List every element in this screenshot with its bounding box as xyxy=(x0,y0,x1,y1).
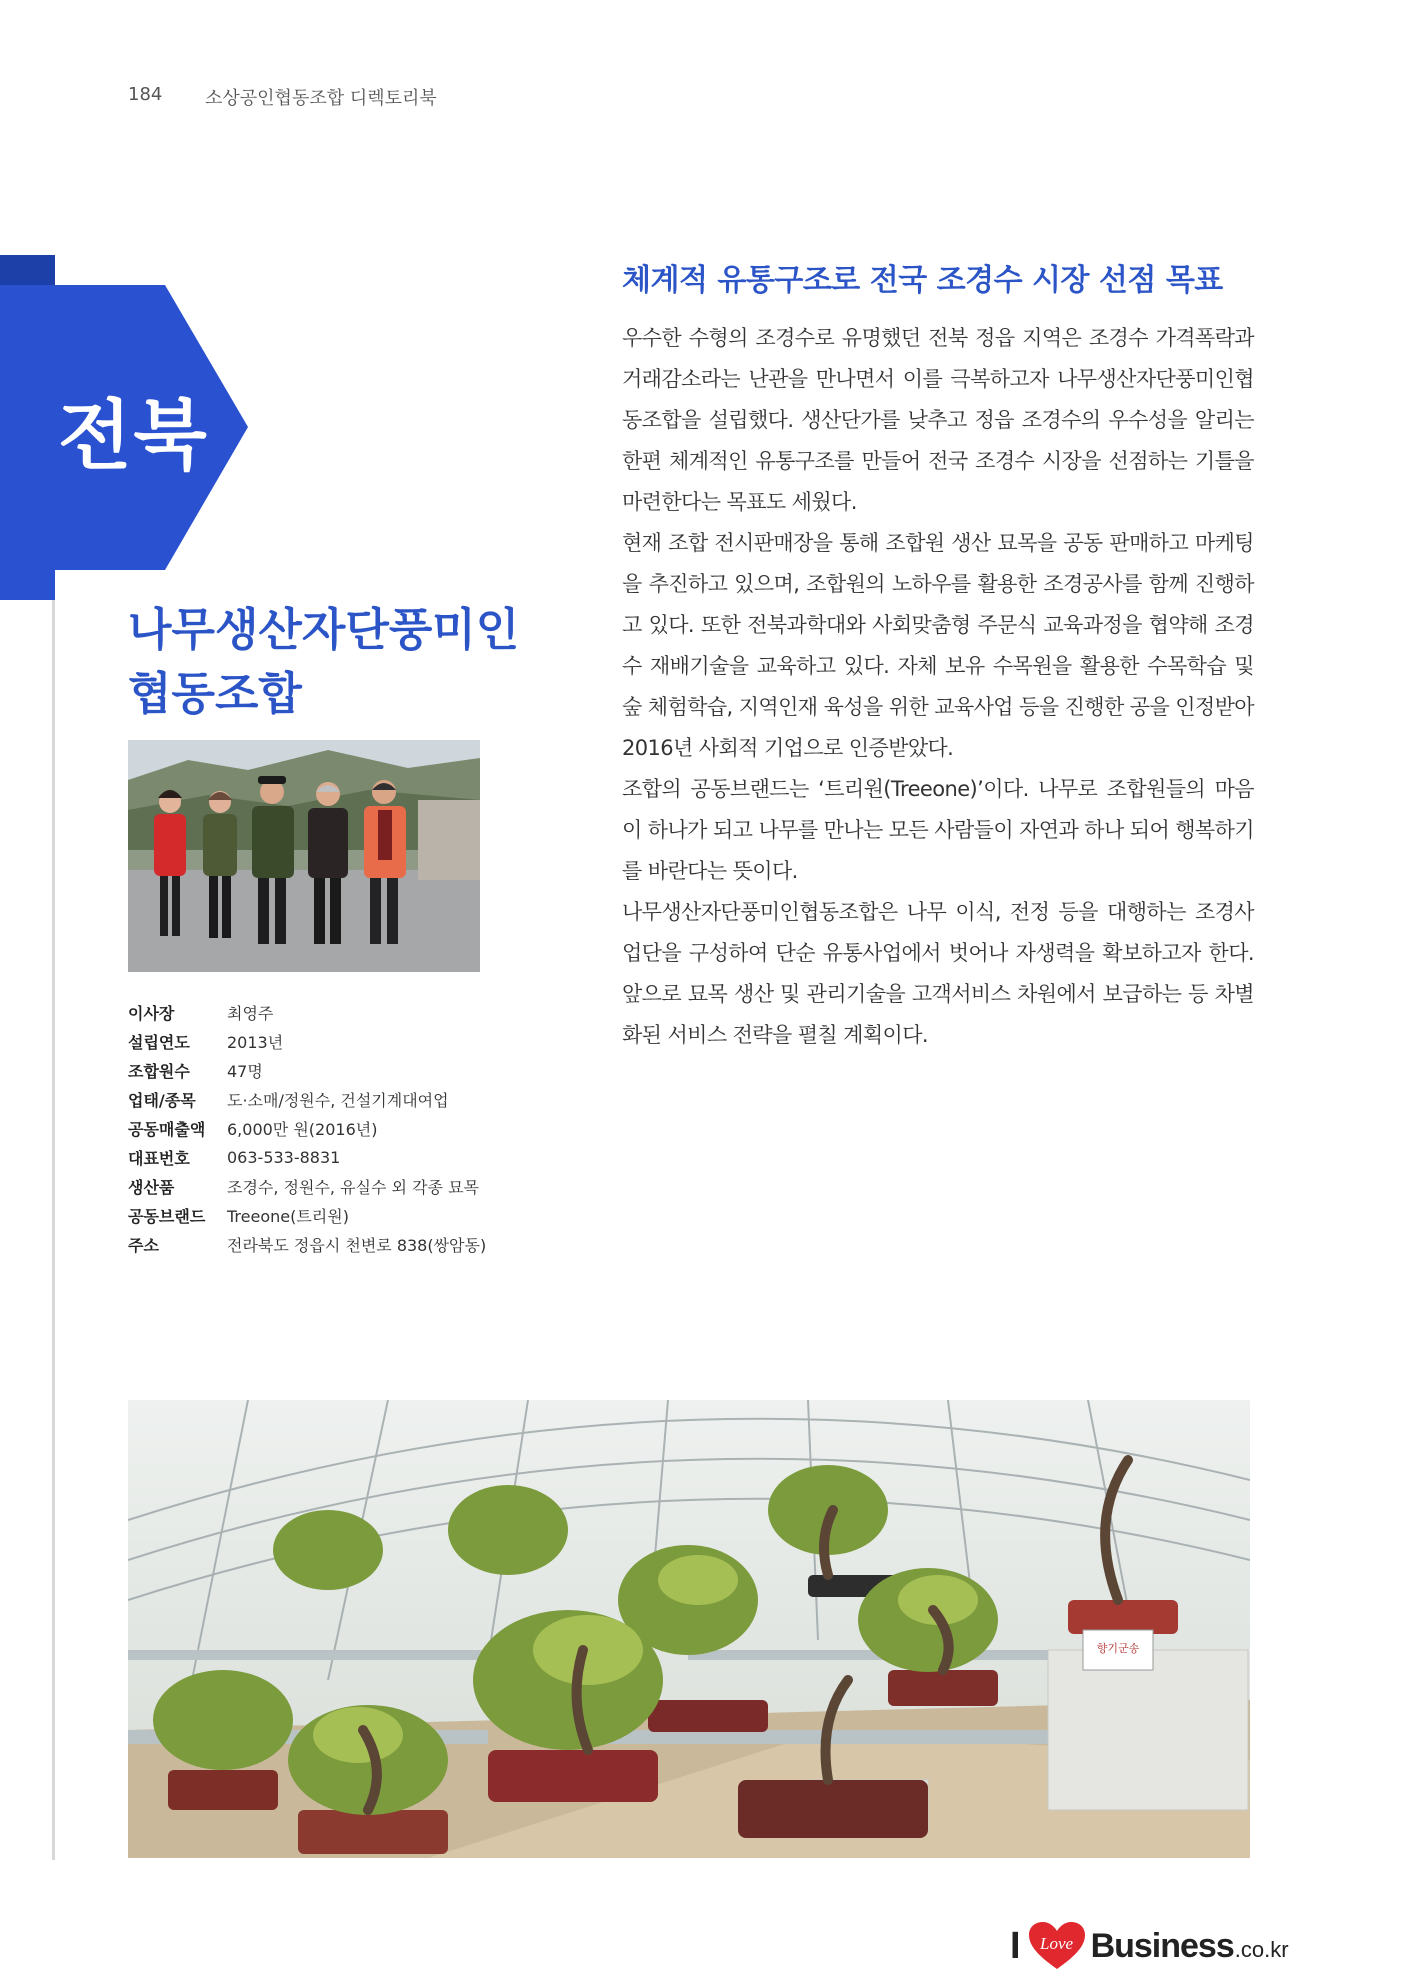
info-value: 전라북도 정읍시 천변로 838(쌍암동) xyxy=(227,1236,487,1255)
info-value: 2013년 xyxy=(227,1033,284,1052)
article-body xyxy=(622,318,1254,1056)
info-value: 도·소매/정원수, 건설기계대여업 xyxy=(227,1091,449,1110)
info-row-address xyxy=(128,1230,486,1259)
organization-title-line2: 협동조합 xyxy=(128,667,302,720)
info-row-products xyxy=(128,1172,486,1201)
page-number: 184 xyxy=(128,84,163,105)
info-row-revenue xyxy=(128,1114,486,1143)
info-row-founded xyxy=(128,1027,486,1056)
nursery-photo xyxy=(128,1400,1250,1858)
logo-i: I xyxy=(1010,1924,1021,1967)
article-paragraph: 우수한 수형의 조경수로 유명했던 전북 정읍 지역은 조경수 가격폭락과 거래감소라는 난관을 만나면서 이를 극복하고자 나무생산자단풍미인협동조합을 설립했다. 생산단가를 낮추고 정읍 조경수의 우수성을 알리는 한편 체계적인 유통구조를 만들어 전국 조경수 시장을 선점하는 기틀을 마련한다는 목표도 세웠다. xyxy=(622,326,1254,514)
info-row-brand xyxy=(128,1201,486,1230)
info-label: 업태/종목 xyxy=(128,1091,196,1110)
info-value: 063-533-8831 xyxy=(227,1148,341,1167)
info-label: 공동매출액 xyxy=(128,1120,206,1139)
organization-title xyxy=(128,598,548,726)
info-label: 공동브랜드 xyxy=(128,1207,206,1226)
info-row-chairman xyxy=(128,998,486,1027)
info-label: 대표번호 xyxy=(128,1149,190,1168)
info-value: 조경수, 정원수, 유실수 외 각종 묘목 xyxy=(227,1178,479,1197)
info-label: 조합원수 xyxy=(128,1062,190,1081)
organization-title-line1: 나무생산자단풍미인 xyxy=(128,603,520,656)
book-title: 소상공인협동조합 디렉토리북 xyxy=(205,88,437,109)
article-paragraph: 나무생산자단풍미인협동조합은 나무 이식, 전정 등을 대행하는 조경사업단을 구성하여 단순 유통사업에서 벗어나 자생력을 확보하고자 한다. 앞으로 묘목 생산 및 관리기술을 고객서비스 차원에서 보급하는 등 차별화된 서비스 전략을 펼칠 계획이다. xyxy=(622,900,1254,1047)
info-value: Treeone(트리원) xyxy=(227,1207,349,1226)
info-value: 47명 xyxy=(227,1062,263,1081)
region-label: 전북 xyxy=(58,391,209,480)
group-photo xyxy=(128,740,480,972)
nursery-sign-text: 향기군송 xyxy=(1096,1642,1140,1655)
article-paragraph: 현재 조합 전시판매장을 통해 조합원 생산 묘목을 공동 판매하고 마케팅을 추진하고 있으며, 조합원의 노하우를 활용한 조경공사를 함께 진행하고 있다. 또한 전북과학대와 사회맞춤형 주문식 교육과정을 협약해 조경수 재배기술을 교육하고 있다. 자체 보유 수목원을 활용한 수목학습 및 숲 체험학습, 지역인재 육성을 위한 교육사업 등을 진행한 공을 인정받아 2016년 사회적 기업으로 인증받았다. xyxy=(622,531,1254,760)
info-label: 설립연도 xyxy=(128,1033,190,1052)
article-paragraph: 조합의 공동브랜드는 ‘트리원(Treeone)’이다. 나무로 조합원들의 마음이 하나가 되고 나무를 만나는 모든 사람들이 자연과 하나 되어 행복하기를 바란다는 뜻이다. xyxy=(622,777,1254,883)
info-value: 최영주 xyxy=(227,1004,274,1023)
heart-icon xyxy=(1027,1921,1087,1971)
info-label: 이사장 xyxy=(128,1004,175,1023)
info-value: 6,000만 원(2016년) xyxy=(227,1120,378,1139)
logo-love: Love xyxy=(1040,1934,1074,1953)
brand-logo xyxy=(1010,1922,1289,1970)
info-label: 생산품 xyxy=(128,1178,175,1197)
logo-domain: .co.kr xyxy=(1234,1937,1289,1962)
article-headline: 체계적 유통구조로 전국 조경수 시장 선점 목표 xyxy=(622,263,1223,298)
info-row-business-type xyxy=(128,1085,486,1114)
info-table xyxy=(128,998,486,1259)
logo-business: Business xyxy=(1090,1926,1234,1965)
info-row-members xyxy=(128,1056,486,1085)
info-row-phone xyxy=(128,1143,486,1172)
info-label: 주소 xyxy=(128,1236,159,1255)
